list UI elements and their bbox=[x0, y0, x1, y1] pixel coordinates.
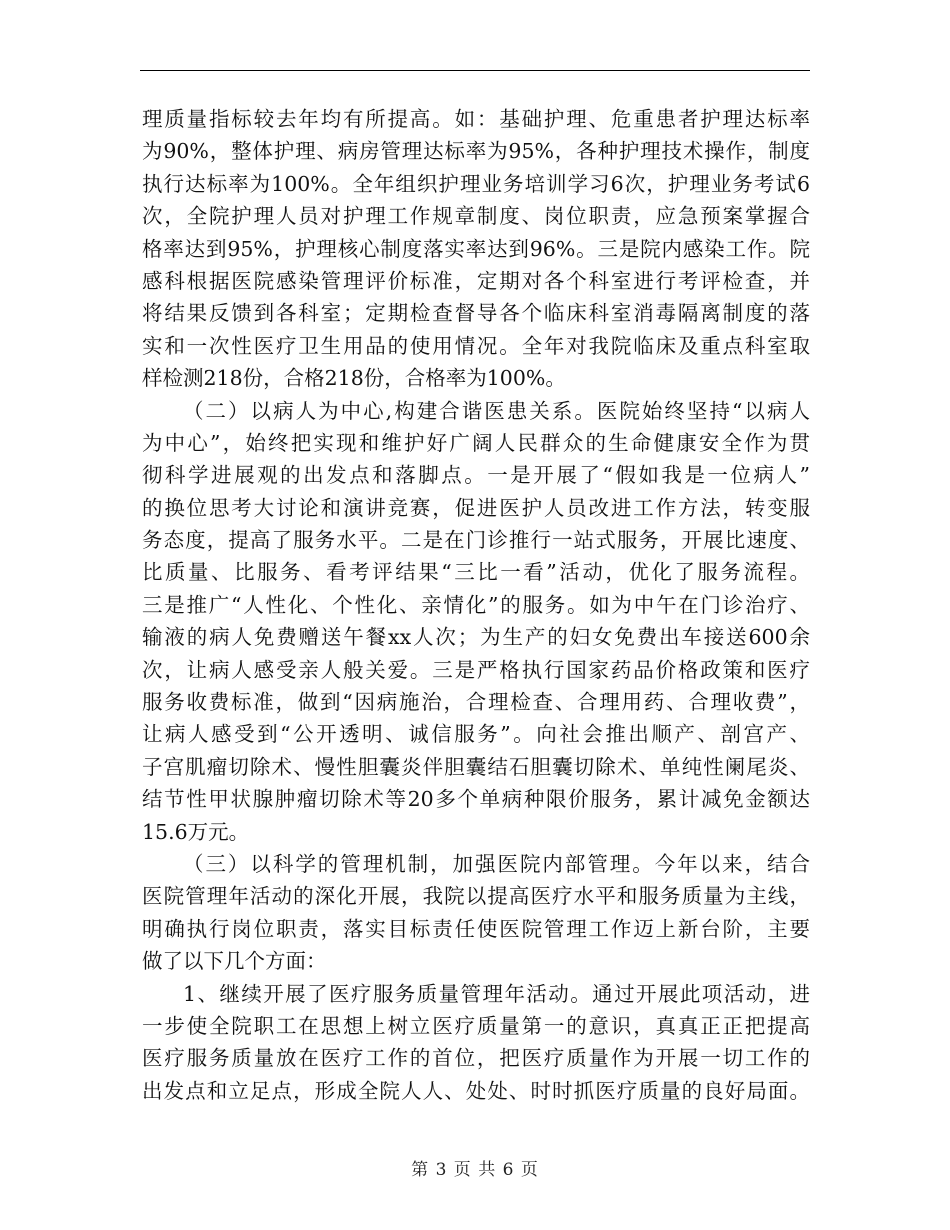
text-line: 输液的病人免费赠送午餐xx人次；为生产的妇女免费出车接送600余 bbox=[142, 625, 810, 650]
list-item-line: 1、继续开展了医疗服务质量管理年活动。通过开展此项活动，进 bbox=[183, 981, 810, 1006]
text-line: 15.6万元。 bbox=[142, 819, 250, 844]
footer-current-page: 3 bbox=[435, 1160, 448, 1180]
text-line: 三是推广“人性化、个性化、亲情化”的服务。如为中午在门诊治疗、 bbox=[142, 592, 810, 617]
text-line: 一步使全院职工在思想上树立医疗质量第一的意识，真真正正把提高 bbox=[142, 1013, 810, 1038]
text-line: 格率达到95%，护理核心制度落实率达到96%。三是院内感染工作。院 bbox=[142, 236, 810, 261]
text-line: 彻科学进展观的出发点和落脚点。一是开展了“假如我是一位病人” bbox=[142, 463, 810, 488]
text-line: 将结果反馈到各科室；定期检查督导各个临床科室消毒隔离制度的落 bbox=[142, 301, 810, 326]
footer-prefix: 第 bbox=[411, 1160, 430, 1180]
text-line: 为中心”，始终把实现和维护好广阔人民群众的生命健康安全作为贯 bbox=[142, 430, 810, 455]
document-body bbox=[142, 103, 810, 1107]
text-line: 样检测218份，合格218份，合格率为100%。 bbox=[142, 366, 566, 391]
text-line: 做了以下几个方面： bbox=[142, 949, 327, 974]
section-heading-line: （二）以病人为中心,构建合谐医患关系。医院始终坚持“以病人 bbox=[183, 398, 810, 423]
text-line: 明确执行岗位职责，落实目标责任使医院管理工作迈上新台阶，主要 bbox=[142, 916, 810, 941]
text-line: 比质量、比服务、看考评结果“三比一看”活动，优化了服务流程。 bbox=[142, 560, 810, 585]
text-line: 为90%，整体护理、病房管理达标率为95%，各种护理技术操作，制度 bbox=[142, 139, 810, 164]
text-line: 次，全院护理人员对护理工作规章制度、岗位职责，应急预案掌握合 bbox=[142, 204, 810, 229]
footer-middle: 页 共 bbox=[453, 1160, 497, 1180]
text-line: 结节性甲状腺肿瘤切除术等20多个单病种限价服务，累计减免金额达 bbox=[142, 787, 810, 812]
text-line: 出发点和立足点，形成全院人人、处处、时时抓医疗质量的良好局面。 bbox=[142, 1078, 810, 1103]
text-line: 服务收费标准，做到“因病施治，合理检查、合理用药、合理收费”， bbox=[142, 690, 810, 715]
text-line: 理质量指标较去年均有所提高。如：基础护理、危重患者护理达标率 bbox=[142, 107, 810, 131]
text-line: 务态度，提高了服务水平。二是在门诊推行一站式服务，开展比速度、 bbox=[142, 528, 810, 553]
text-line: 的换位思考大讨论和演讲竞赛，促进医护人员改进工作方法，转变服 bbox=[142, 495, 810, 520]
text-line: 感科根据医院感染管理评价标准，定期对各个科室进行考评检查，并 bbox=[142, 268, 810, 293]
text-line: 医疗服务质量放在医疗工作的首位，把医疗质量作为开展一切工作的 bbox=[142, 1046, 810, 1071]
section-heading-line: （三）以科学的管理机制，加强医院内部管理。今年以来，结合 bbox=[183, 851, 810, 876]
text-line: 让病人感受到“公开透明、诚信服务”。向社会推出顺产、剖宫产、 bbox=[142, 722, 810, 747]
footer-suffix: 页 bbox=[520, 1160, 539, 1180]
footer-total-pages: 6 bbox=[502, 1160, 515, 1180]
text-line: 实和一次性医疗卫生用品的使用情况。全年对我院临床及重点科室取 bbox=[142, 333, 810, 358]
page-footer bbox=[0, 1155, 950, 1180]
header-rule bbox=[140, 70, 810, 71]
text-line: 次，让病人感受亲人般关爱。三是严格执行国家药品价格政策和医疗 bbox=[142, 657, 810, 682]
text-line: 子宫肌瘤切除术、慢性胆囊炎伴胆囊结石胆囊切除术、单纯性阑尾炎、 bbox=[142, 754, 810, 779]
text-line: 医院管理年活动的深化开展，我院以提高医疗水平和服务质量为主线， bbox=[142, 884, 810, 909]
text-line: 执行达标率为100%。全年组织护理业务培训学习6次，护理业务考试6 bbox=[142, 171, 810, 196]
